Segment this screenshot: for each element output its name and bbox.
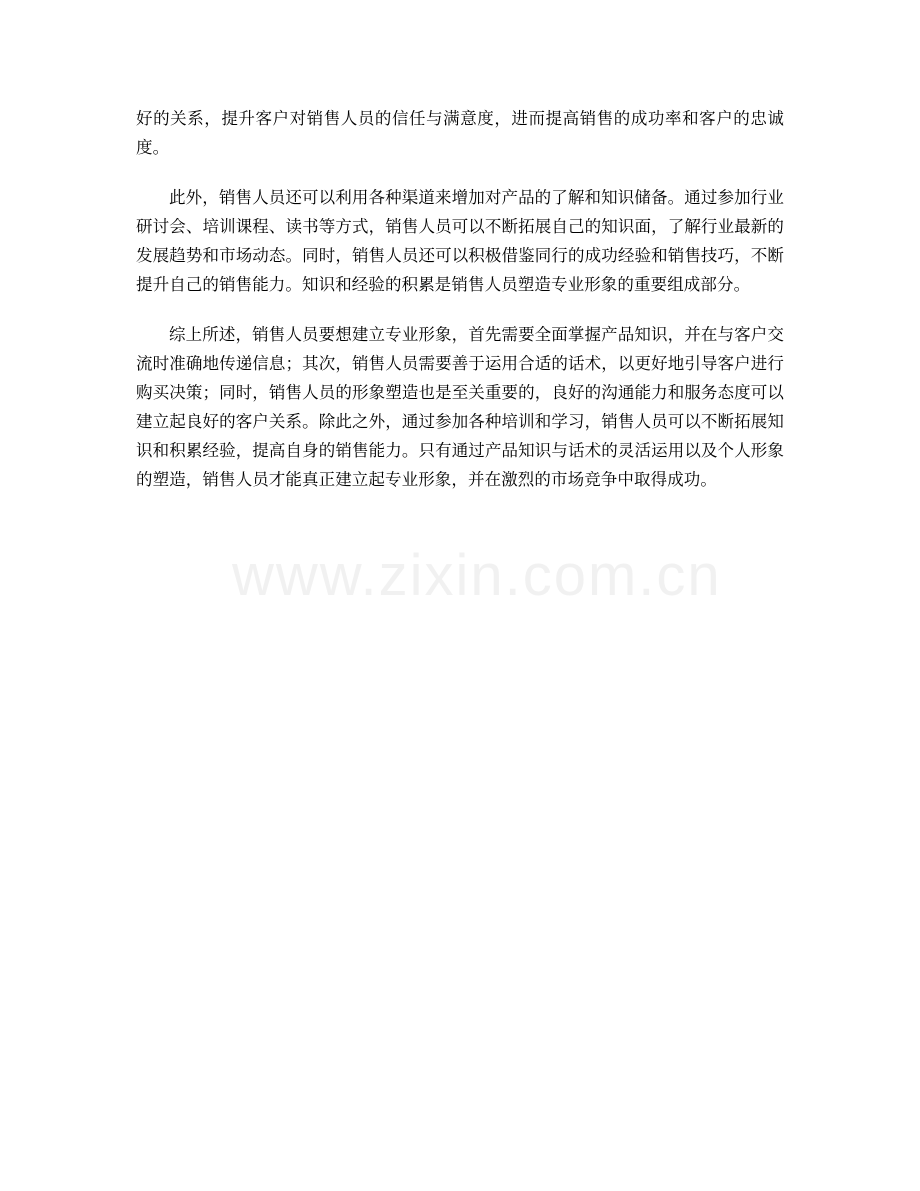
paragraph-knowledge-channels: 此外，销售人员还可以利用各种渠道来增加对产品的了解和知识储备。通过参加行业研讨会、培训课程、读书等方式，销售人员可以不断拓展自己的知识面，了解行业最新的发展趋势和市场动态。同时，销售人员还可以积极借鉴同行的成功经验和销售技巧，不断提升自己的销售能力。知识和经验的积累是销售人员塑造专业形象的重要组成部分。: [136, 188, 784, 294]
watermark: www.zixin.com.cn: [232, 543, 722, 608]
document-body: [136, 104, 784, 515]
paragraph-summary: 综上所述，销售人员要想建立专业形象，首先需要全面掌握产品知识，并在与客户交流时准确地传递信息；其次，销售人员需要善于运用合适的话术，以更好地引导客户进行购买决策；同时，销售人员的形象塑造也是至关重要的，良好的沟通能力和服务态度可以建立起良好的客户关系。除此之外，通过参加各种培训和学习，销售人员可以不断拓展知识和积累经验，提高自身的销售能力。只有通过产品知识与话术的灵活运用以及个人形象的塑造，销售人员才能真正建立起专业形象，并在激烈的市场竞争中取得成功。: [136, 325, 784, 489]
paragraph-continued: 好的关系，提升客户对销售人员的信任与满意度，进而提高销售的成功率和客户的忠诚度。: [136, 109, 784, 157]
